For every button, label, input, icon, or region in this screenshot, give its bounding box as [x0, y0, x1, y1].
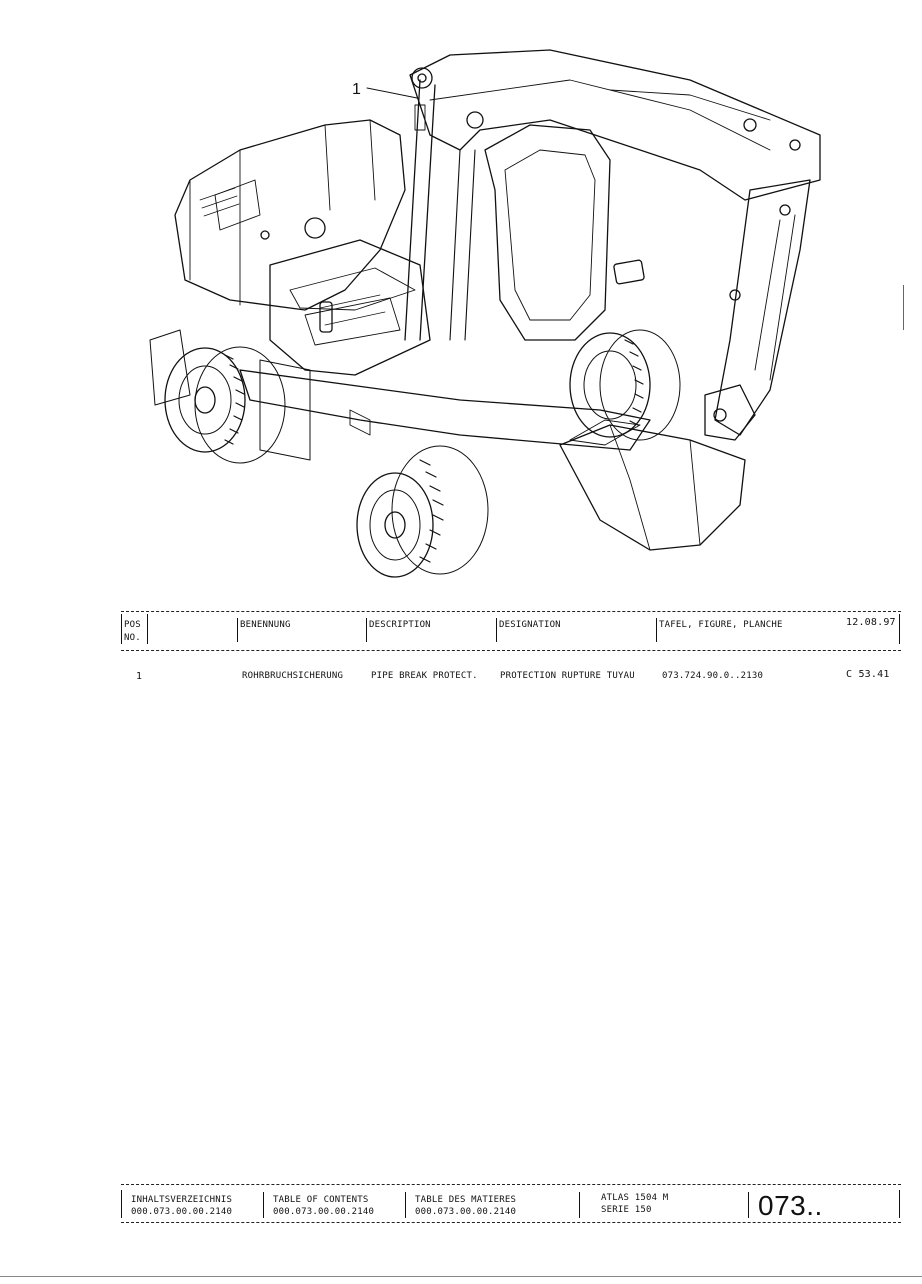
wheel-rear-left — [165, 347, 285, 463]
stick — [715, 180, 810, 435]
header-no: NO. — [124, 633, 141, 643]
row-description: PIPE BREAK PROTECT. — [371, 671, 478, 681]
footer-fr-label: TABLE DES MATIERES — [415, 1195, 517, 1205]
header-tafel: TAFEL, FIGURE, PLANCHE — [659, 620, 783, 630]
footer-model: ATLAS 1504 M — [601, 1193, 669, 1203]
row-tafel: 073.724.90.0..2130 — [662, 671, 764, 681]
footer-de-code: 000.073.00.00.2140 — [131, 1207, 233, 1217]
footer-en-code: 000.073.00.00.2140 — [273, 1207, 375, 1217]
wheel-front-left — [357, 446, 488, 577]
header-pos: POS — [124, 620, 141, 630]
callout-number: 1 — [352, 81, 361, 98]
footer-fr-code: 000.073.00.00.2140 — [415, 1207, 517, 1217]
header-designation: DESIGNATION — [499, 620, 561, 630]
callout-leader — [367, 88, 417, 98]
row-benennung: ROHRBRUCHSICHERUNG — [242, 671, 344, 681]
row-pos: 1 — [136, 671, 143, 682]
header-date: 12.08.97 — [846, 617, 896, 628]
row-designation: PROTECTION RUPTURE TUYAU — [500, 671, 635, 681]
page-edge — [0, 1276, 922, 1277]
chassis — [240, 370, 650, 450]
engine-housing — [175, 120, 405, 310]
wheel-front-right — [570, 330, 680, 440]
header-benennung: BENENNUNG — [240, 620, 291, 630]
bucket — [560, 425, 745, 550]
boom — [410, 50, 820, 200]
footer-en-label: TABLE OF CONTENTS — [273, 1195, 369, 1205]
page-number: 073.. — [758, 1190, 823, 1221]
scan-mark — [903, 285, 904, 330]
cab — [485, 125, 610, 340]
row-ref: C 53.41 — [846, 669, 890, 680]
excavator-illustration — [130, 40, 830, 600]
footer-series: SERIE 150 — [601, 1205, 652, 1215]
footer-de-label: INHALTSVERZEICHNIS — [131, 1195, 233, 1205]
header-description: DESCRIPTION — [369, 620, 431, 630]
